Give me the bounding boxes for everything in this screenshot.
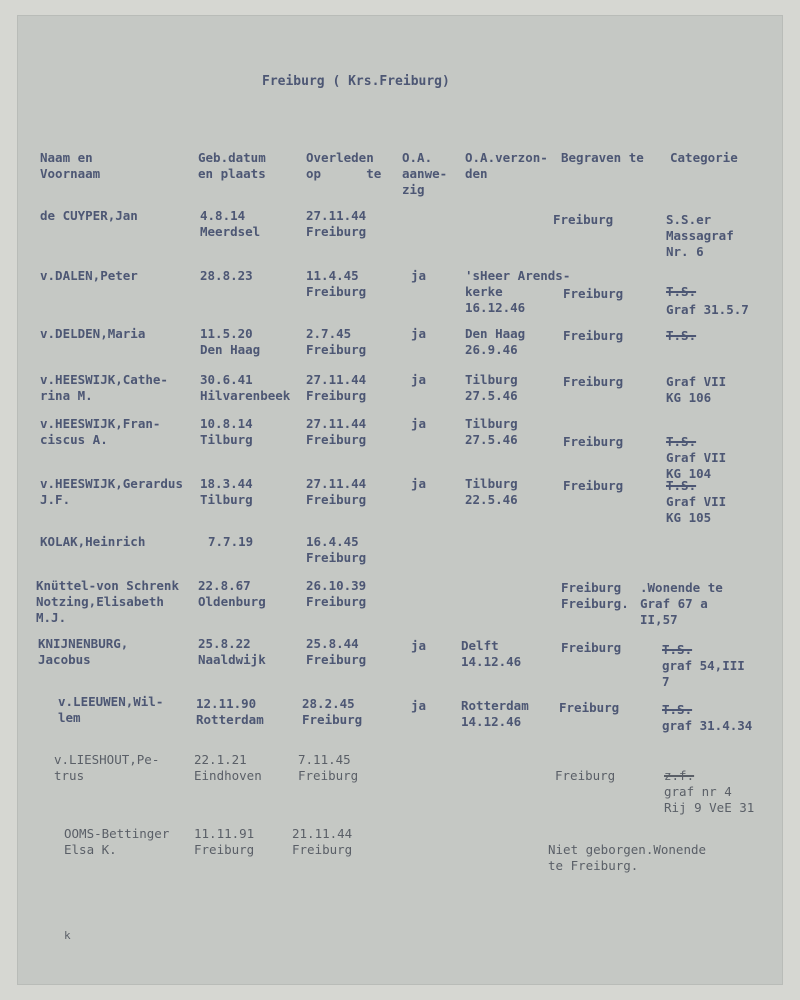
- row-begraven: Freiburg Freiburg.: [561, 580, 629, 611]
- row-categorie: Graf VII KG 105: [666, 494, 727, 525]
- row-categorie-struck: T.S.: [666, 478, 697, 493]
- row-overleden: 16.4.45 Freiburg: [306, 534, 367, 565]
- row-overleden: 27.11.44 Freiburg: [306, 372, 367, 403]
- row-naam: v.DALEN,Peter: [40, 268, 138, 283]
- row-geboorte: 28.8.23: [200, 268, 253, 283]
- header-naam: Naam en Voornaam: [40, 150, 101, 181]
- row-oa-verzonden: Rotterdam 14.12.46: [461, 698, 529, 729]
- row-overleden: 26.10.39 Freiburg: [306, 578, 367, 609]
- row-oa-verzonden: Den Haag 26.9.46: [465, 326, 526, 357]
- row-oa-aanwezig: ja: [411, 698, 427, 713]
- header-oa-verzonden: O.A.verzon- den: [465, 150, 548, 181]
- row-categorie: Graf 31.5.7: [666, 302, 749, 317]
- row-geboorte: 18.3.44 Tilburg: [200, 476, 253, 507]
- row-overleden: 7.11.45 Freiburg: [298, 752, 359, 783]
- row-geboorte: 22.8.67 Oldenburg: [198, 578, 266, 609]
- row-begraven: Freiburg: [555, 768, 616, 783]
- row-overleden: 11.4.45 Freiburg: [306, 268, 367, 299]
- page-title: Freiburg ( Krs.Freiburg): [262, 74, 450, 89]
- row-categorie-struck: T.S.: [662, 702, 693, 717]
- row-geboorte: 25.8.22 Naaldwijk: [198, 636, 266, 667]
- row-categorie: S.S.er Massagraf Nr. 6: [666, 212, 734, 259]
- row-overleden: 27.11.44 Freiburg: [306, 476, 367, 507]
- row-naam: v.HEESWIJK,Cathe- rina M.: [40, 372, 168, 403]
- row-categorie: graf 31.4.34: [662, 718, 753, 733]
- row-geboorte: 10.8.14 Tilburg: [200, 416, 253, 447]
- row-oa-verzonden: Tilburg 27.5.46: [465, 416, 518, 447]
- row-oa-aanwezig: ja: [411, 476, 427, 491]
- row-begraven: Freiburg: [563, 434, 624, 449]
- header-oa-aanwezig: O.A. aanwe- zig: [402, 150, 448, 197]
- corner-mark: k: [64, 929, 71, 942]
- row-oa-aanwezig: ja: [411, 638, 427, 653]
- row-oa-verzonden: Tilburg 27.5.46: [465, 372, 518, 403]
- row-oa-aanwezig: ja: [411, 372, 427, 387]
- row-overleden: 27.11.44 Freiburg: [306, 208, 367, 239]
- row-naam: KNIJNENBURG, Jacobus: [38, 636, 129, 667]
- header-categorie: Categorie: [670, 150, 738, 165]
- row-categorie: graf nr 4 Rij 9 VeE 31: [664, 784, 755, 815]
- row-oa-aanwezig: ja: [411, 416, 427, 431]
- row-overleden: 2.7.45 Freiburg: [306, 326, 367, 357]
- row-geboorte: 7.7.19: [208, 534, 254, 549]
- row-begraven-note: Niet geborgen.Wonende te Freiburg.: [548, 842, 707, 873]
- row-begraven: Freiburg: [561, 640, 622, 655]
- row-naam: v.LIESHOUT,Pe- trus: [54, 752, 160, 783]
- row-categorie-struck: T.S.: [662, 642, 693, 657]
- header-overleden: Overleden op te: [306, 150, 382, 181]
- row-geboorte: 4.8.14 Meerdsel: [200, 208, 261, 239]
- row-naam: de CUYPER,Jan: [40, 208, 138, 223]
- row-naam: v.LEEUWEN,Wil- lem: [58, 694, 164, 725]
- row-naam: v.DELDEN,Maria: [40, 326, 146, 341]
- row-categorie: Graf VII KG 106: [666, 374, 727, 405]
- row-oa-aanwezig: ja: [411, 326, 427, 341]
- row-categorie: .Wonende te Graf 67 a II,57: [640, 580, 723, 627]
- row-naam: v.HEESWIJK,Fran- ciscus A.: [40, 416, 161, 447]
- row-categorie-struck: T.S.: [666, 284, 697, 299]
- row-naam: Knüttel-von Schrenk Notzing,Elisabeth M.J.: [36, 578, 179, 625]
- row-categorie: Graf VII KG 104: [666, 450, 727, 481]
- row-categorie-struck: T.S.: [666, 434, 697, 449]
- header-begraven: Begraven te: [561, 150, 644, 165]
- row-overleden: 25.8.44 Freiburg: [306, 636, 367, 667]
- row-naam: OOMS-Bettinger Elsa K.: [64, 826, 170, 857]
- row-begraven: Freiburg: [563, 478, 624, 493]
- header-geboortedatum: Geb.datum en plaats: [198, 150, 266, 181]
- row-geboorte: 22.1.21 Eindhoven: [194, 752, 262, 783]
- row-overleden: 28.2.45 Freiburg: [302, 696, 363, 727]
- row-begraven: Freiburg: [563, 286, 624, 301]
- row-begraven: Freiburg: [559, 700, 620, 715]
- row-begraven: Freiburg: [563, 374, 624, 389]
- row-begraven: Freiburg: [563, 328, 624, 343]
- row-geboorte: 12.11.90 Rotterdam: [196, 696, 264, 727]
- row-categorie-struck: T.S.: [666, 328, 697, 343]
- row-categorie: graf 54,III 7: [662, 658, 745, 689]
- row-oa-aanwezig: ja: [411, 268, 427, 283]
- row-geboorte: 30.6.41 Hilvarenbeek: [200, 372, 291, 403]
- row-naam: KOLAK,Heinrich: [40, 534, 146, 549]
- row-oa-verzonden: 'sHeer Arends- kerke 16.12.46: [465, 268, 571, 315]
- row-overleden: 21.11.44 Freiburg: [292, 826, 353, 857]
- row-begraven: Freiburg: [553, 212, 614, 227]
- row-oa-verzonden: Tilburg 22.5.46: [465, 476, 518, 507]
- row-oa-verzonden: Delft 14.12.46: [461, 638, 522, 669]
- row-categorie-struck: z.f.: [664, 768, 695, 783]
- row-geboorte: 11.5.20 Den Haag: [200, 326, 261, 357]
- row-overleden: 27.11.44 Freiburg: [306, 416, 367, 447]
- row-geboorte: 11.11.91 Freiburg: [194, 826, 255, 857]
- row-naam: v.HEESWIJK,Gerardus J.F.: [40, 476, 183, 507]
